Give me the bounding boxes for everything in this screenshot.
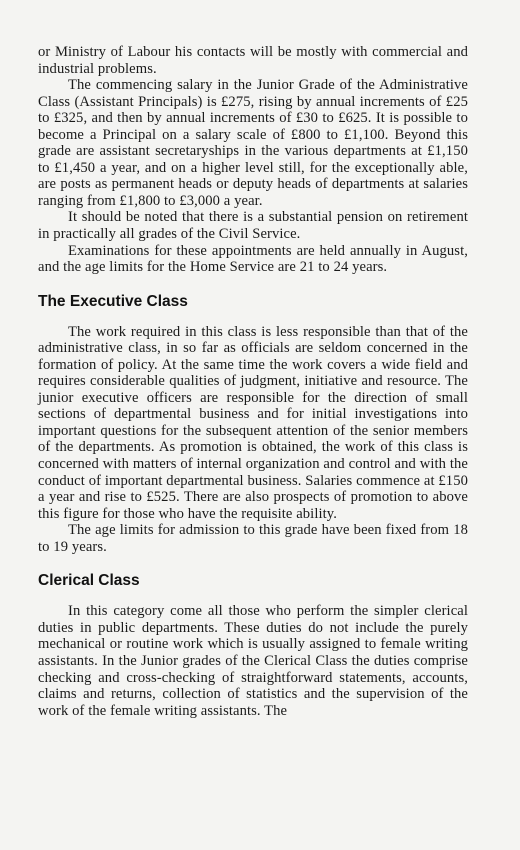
paragraph-continued: or Ministry of Labour his contacts will be mostly with commercial and industrial problems. (38, 44, 468, 77)
paragraph-salary: The commencing salary in the Junior Grade of the Administrative Class (Assistant Principals) is £275, rising by annual increments of £25 to £325, and then by annual increments of £30 to £625. It is possible to become a Principal on a salary scale of £800 to £1,100. Beyond this grade are assistant secretaryships in the various departments at £1,150 to £1,450 a year, and on a higher level still, for the exceptionally able, are posts as permanent heads or deputy heads of departments at salaries ranging from £1,800 to £3,000 a year. (38, 77, 468, 209)
paragraph-executive-work: The work required in this class is less responsible than that of the administrative class, in so far as officials are seldom concerned in the formation of policy. At the same time the work covers a wide field and requires considerable qualities of judgment, initiative and resource. The junior executive officers are responsible for the direction of small sections of departmental business and for initial investigations into important questions for the subsequent attention of the senior members of the departments. As promotion is obtained, the work of this class is concerned with matters of internal organization and control and with the conduct of important departmental business. Salaries commence at £150 a year and rise to £525. There are also prospects of promotion to above this figure for those who have the requisite ability. (38, 323, 468, 522)
paragraph-pension: It should be noted that there is a substantial pension on retirement in practically all grades of the Civil Service. (38, 209, 468, 243)
heading-executive-class: The Executive Class (38, 292, 188, 310)
paragraph-examinations: Examinations for these appointments are held annually in August, and the age limits for the Home Service are 21 to 24 years. (38, 242, 468, 276)
document-page (38, 44, 468, 719)
paragraph-executive-age: The age limits for admission to this grade have been fixed from 18 to 19 years. (38, 522, 468, 555)
heading-clerical-class: Clerical Class (38, 572, 140, 590)
paragraph-clerical-duties: In this category come all those who perform the simpler clerical duties in public departments. These duties do not include the purely mechanical or routine work which is usually assigned to female writing assistants. In the Junior grades of the Clerical Class the duties comprise checking and cross-checking of straightforward statements, accounts, claims and returns, collection of statistics and the supervision of the work of the female writing assistants. The (38, 603, 468, 719)
